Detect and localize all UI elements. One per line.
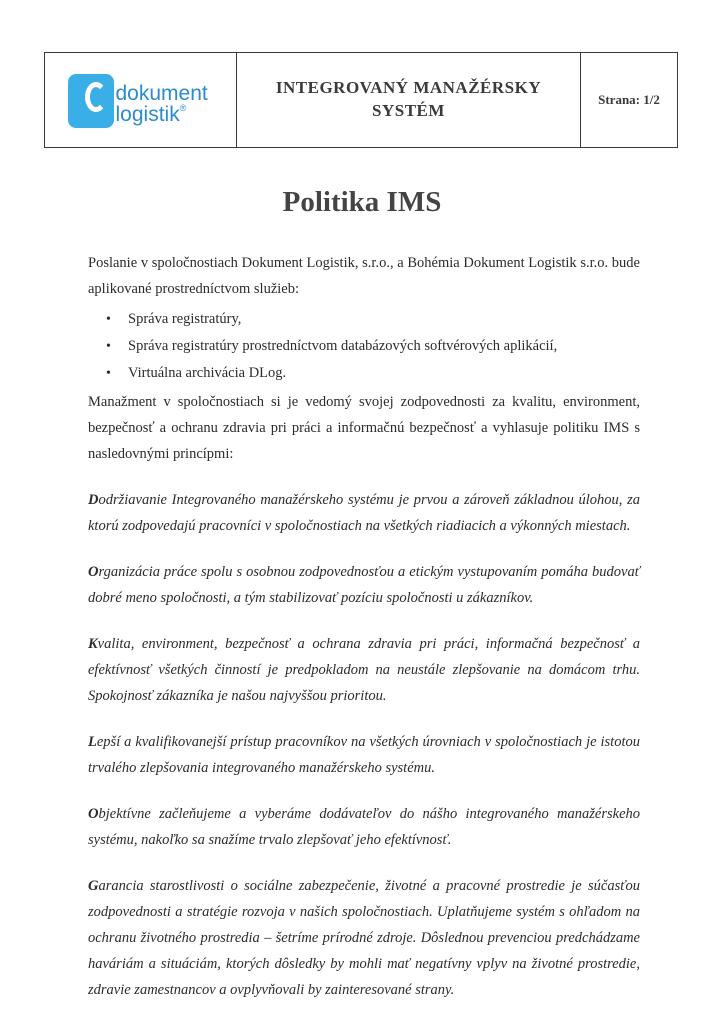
document-header bbox=[44, 52, 678, 148]
service-item: • Virtuálna archivácia DLog. bbox=[128, 360, 640, 387]
system-title-cell bbox=[237, 53, 581, 147]
principle-paragraph bbox=[88, 487, 640, 539]
principle-text: bjektívne začleňujeme a vyberáme dodávateľov do nášho integrovaného manažérskeho systému, nakoľko sa snažíme trvalo zlepšovať jeho efektívnosť. bbox=[88, 806, 640, 848]
principle-initial: D bbox=[88, 492, 99, 508]
page-number: Strana: 1/2 bbox=[598, 92, 660, 107]
principle-paragraph bbox=[88, 801, 640, 853]
page-number-cell bbox=[581, 53, 677, 147]
intro-paragraph: Poslanie v spoločnostiach Dokument Logistik, s.r.o., a Bohémia Dokument Logistik s.r.o. bude aplikované prostredníctvom služieb: bbox=[88, 255, 640, 297]
principle-paragraph bbox=[88, 729, 640, 781]
principle-text: valita, environment, bezpečnosť a ochrana zdravia pri práci, informačná bezpečnosť a efektívnosť všetkých činností je predpokladom na neustále zlepšovanie na domácom trhu. Spokojnosť zákazníka je našou najvyššou prioritou. bbox=[88, 636, 640, 704]
document-body bbox=[88, 250, 640, 1003]
principle-initial: O bbox=[88, 564, 99, 580]
principle-text: arancia starostlivosti o sociálne zabezpečenie, životné a pracovné prostredie je súčasťou zodpovednosti a stratégie rozvoja v našich spoločnostiach. Uplatňujeme systém s ohľadom na ochranu životného prostredia – šetríme prírodné zdroje. Dôslednou prevenciou predchádzame haváriám a situáciám, ktorých dôsledky by mohli mať negatívny vplyv na životné prostredie, zdravie zamestnancov a ovplyvňovali by zainteresované strany. bbox=[88, 878, 640, 998]
principle-text: održiavanie Integrovaného manažérskeho systému je prvou a zároveň základnou úlohou, za ktorú zodpovedajú pracovníci v spoločnostiach na všetkých riadiacich a výkonných miestach. bbox=[88, 492, 640, 534]
logo-cell bbox=[45, 53, 237, 147]
principle-paragraph bbox=[88, 873, 640, 1003]
document-title: Politika IMS bbox=[282, 186, 442, 218]
principle-initial: L bbox=[88, 734, 97, 750]
logo-registered-mark: ® bbox=[179, 103, 187, 113]
principle-text: rganizácia práce spolu s osobnou zodpovednosťou a etickým vystupovaním pomáha budovať dobré meno spoločnosti, a tým stabilizovať pozíciu spoločnosti u zákazníkov. bbox=[88, 564, 640, 606]
service-item: • Správa registratúry, bbox=[128, 306, 640, 333]
principle-initial: K bbox=[88, 636, 98, 652]
system-title-line2: SYSTÉM bbox=[372, 101, 445, 120]
principle-paragraph bbox=[88, 559, 640, 611]
principle-initial: O bbox=[88, 806, 99, 822]
principle-text: epší a kvalifikovanejší prístup pracovníkov na všetkých úrovniach v spoločnostiach je istotou trvalého zlepšovania integrovaného manažérskeho systému. bbox=[88, 734, 640, 776]
management-paragraph: Manažment v spoločnostiach si je vedomý svojej zodpovednosti za kvalitu, environment, bezpečnosť a ochranu zdravia pri práci a informačnú bezpečnosť a vyhlasuje politiku IMS s nasledovnými princípmi: bbox=[88, 394, 640, 462]
company-logo bbox=[66, 70, 216, 130]
services-list bbox=[88, 306, 640, 387]
logo-mark-icon bbox=[68, 74, 114, 128]
logo-word-logistik: logistik® bbox=[115, 103, 187, 126]
system-title-line1: INTEGROVANÝ MANAŽÉRSKY bbox=[275, 78, 542, 98]
principle-initial: G bbox=[88, 878, 99, 894]
service-item: • Správa registratúry prostredníctvom databázových softvérových aplikácií, bbox=[128, 333, 640, 360]
logo-word-dokument: dokument bbox=[115, 82, 208, 105]
principle-paragraph bbox=[88, 631, 640, 709]
